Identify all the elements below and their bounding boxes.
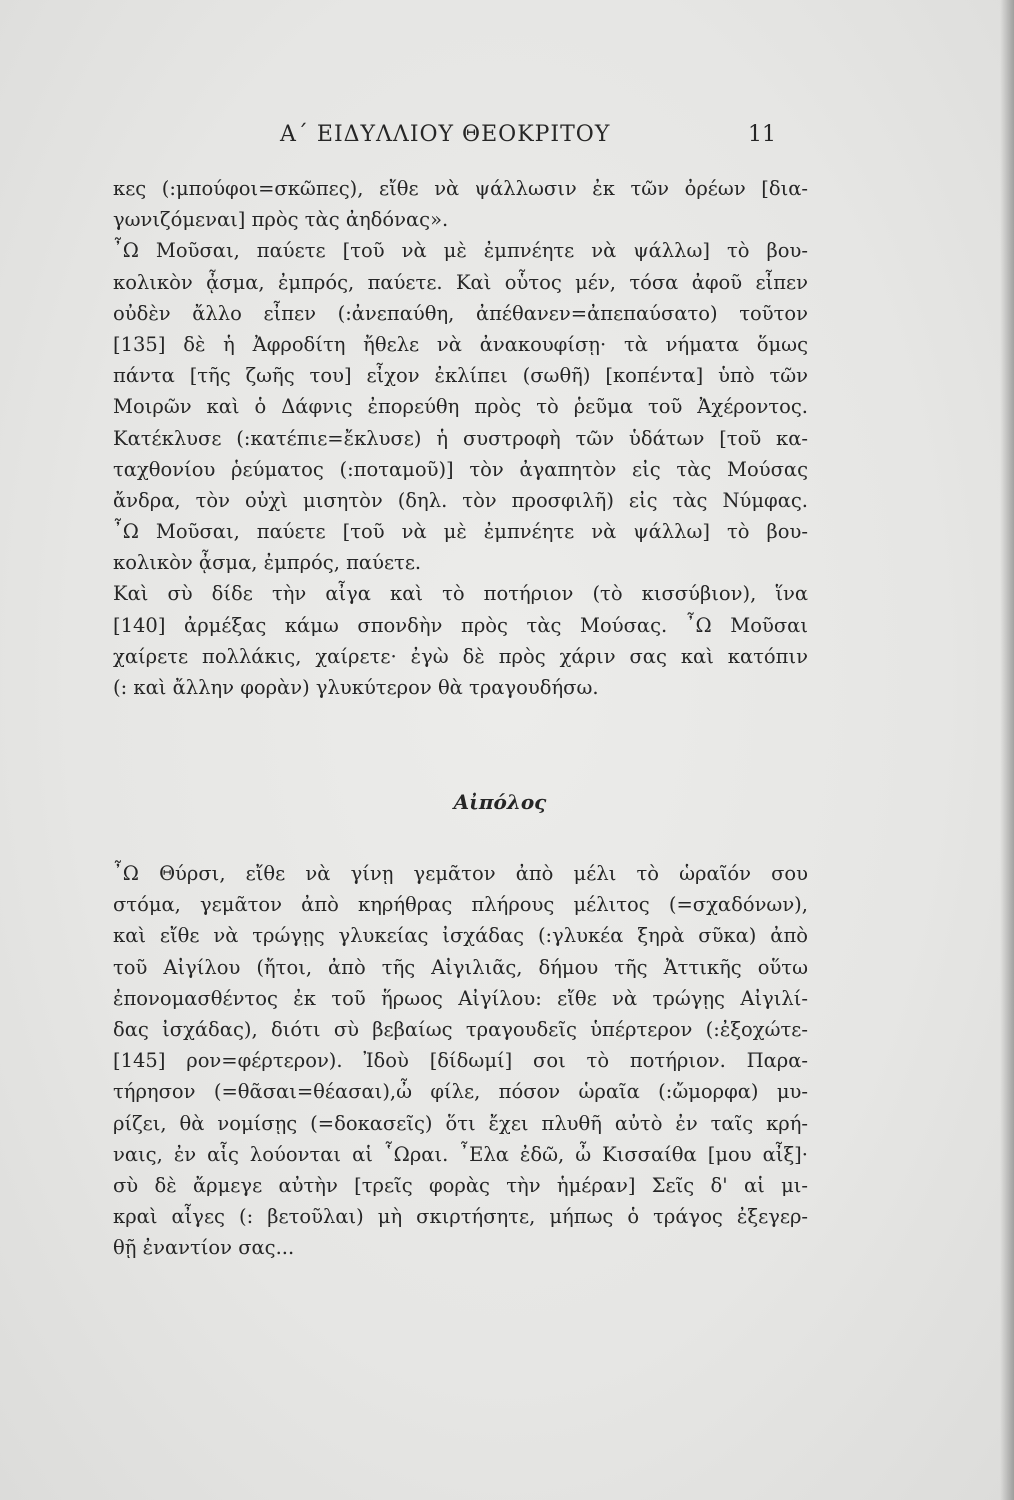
page-edge-shadow — [1000, 0, 1014, 1500]
text-line: ἐπονομασθέντος ἐκ τοῦ ἥρωος Αἰγίλου: εἴθε νὰ τρώγῃς Αἰγιλί- — [113, 986, 808, 1010]
section-heading: Αἰπόλος — [453, 790, 547, 814]
text-line: χαίρετε πολλάκις, χαίρετε· ἐγὼ δὲ πρὸς χάριν σας καὶ κατόπιν — [113, 644, 808, 668]
text-line: Καὶ σὺ δίδε τὴν αἶγα καὶ τὸ ποτήριον (τὸ κισσύβιον), ἵνα — [113, 582, 808, 606]
text-line: Μοιρῶν καὶ ὁ Δάφνις ἐπορεύθη πρὸς τὸ ῥεῦμα τοῦ Ἀχέροντος. — [113, 395, 808, 419]
text-line: κραὶ αἶγες (: βετοῦλαι) μὴ σκιρτήσητε, μήπως ὁ τράγος ἐξεγερ- — [113, 1205, 808, 1229]
text-line: ἄνδρα, τὸν οὐχὶ μισητὸν (δηλ. τὸν προσφιλῆ) εἰς τὰς Νύμφας. — [113, 488, 808, 512]
text-line: ῏Ω Μοῦσαι, παύετε [τοῦ νὰ μὲ ἐμπνέητε νὰ ψάλλω] τὸ βου- — [113, 520, 808, 544]
running-head: Α΄ ΕΙΔΥΛΛΙΟΥ ΘΕΟΚΡΙΤΟΥ — [280, 122, 611, 147]
page-number: 11 — [748, 122, 776, 147]
commentary-block-2 — [113, 858, 808, 1263]
text-line: ταχθονίου ῥεύματος (:ποταμοῦ)] τὸν ἀγαπητὸν εἰς τὰς Μούσας — [113, 457, 808, 481]
text-line: στόμα, γεμᾶτον ἀπὸ κηρήθρας πλήρους μέλιτος (=σχαδόνων), — [113, 893, 808, 917]
text-line: ναις, ἐν αἷς λούονται αἱ ῟Ωραι. ῏Ελα ἐδῶ, ὦ Κισσαίθα [μου αἶξ]· — [113, 1142, 808, 1166]
text-line: (: καὶ ἄλλην φορὰν) γλυκύτερον θὰ τραγουδήσω. — [113, 676, 599, 699]
text-line: [140] ἀρμέξας κάμω σπονδὴν πρὸς τὰς Μούσας. ῏Ω Μοῦσαι — [113, 613, 808, 637]
text-line: [145] ρον=φέρτερον). Ἰδοὺ [δίδωμί] σοι τὸ ποτήριον. Παρα- — [113, 1049, 808, 1073]
text-line: ρίζει, θὰ νομίσῃς (=δοκασεῖς) ὅτι ἔχει πλυθῆ αὐτὸ ἐν ταῖς κρή- — [113, 1111, 808, 1135]
text-line: γωνιζόμεναι] πρὸς τὰς ἀηδόνας». — [113, 208, 449, 232]
text-line: ῏Ω Θύρσι, εἴθε νὰ γίνῃ γεμᾶτον ἀπὸ μέλι τὸ ὡραῖόν σου — [113, 862, 808, 885]
text-line: ῏Ω Μοῦσαι, παύετε [τοῦ νὰ μὲ ἐμπνέητε νὰ ψάλλω] τὸ βου- — [113, 239, 808, 263]
text-line: τήρησον (=θᾶσαι=θέασαι),ὦ φίλε, πόσον ὡραῖα (:ὤμορφα) μυ- — [113, 1080, 808, 1104]
text-line: κολικὸν ᾆσμα, ἐμπρός, παύετε. Καὶ οὗτος μέν, τόσα ἀφοῦ εἶπεν — [113, 270, 808, 294]
text-line: σὺ δὲ ἄρμεγε αὐτὴν [τρεῖς φορὰς τὴν ἡμέραν] Σεῖς δ' αἱ μι- — [113, 1173, 808, 1197]
text-line: [135] δὲ ἡ Ἀφροδίτη ἤθελε νὰ ἀνακουφίσῃ· τὰ νήματα ὅμως — [113, 332, 808, 356]
text-line: καὶ εἴθε νὰ τρώγῃς γλυκείας ἰσχάδας (:γλυκέα ξηρὰ σῦκα) ἀπὸ — [113, 924, 808, 948]
text-line: τοῦ Αἰγίλου (ἤτοι, ἀπὸ τῆς Αἰγιλιᾶς, δήμου τῆς Ἀττικῆς οὕτω — [113, 955, 808, 979]
text-line: Κατέκλυσε (:κατέπιε=ἔκλυσε) ἡ συστροφὴ τῶν ὑδάτων [τοῦ κα- — [113, 426, 808, 450]
commentary-block-1 — [113, 173, 808, 703]
text-line: οὐδὲν ἄλλο εἶπεν (:ἀνεπαύθη, ἀπέθανεν=ἀπεπαύσατο) τοῦτον — [113, 301, 808, 325]
text-line: κολικὸν ᾆσμα, ἐμπρός, παύετε. — [113, 551, 422, 575]
text-line: δας ἰσχάδας), διότι σὺ βεβαίως τραγουδεῖς ὑπέρτερον (:ἐξοχώτε- — [113, 1017, 808, 1041]
page-header — [280, 122, 780, 156]
text-line: θῇ ἐναντίον σας... — [113, 1236, 295, 1260]
text-line: κες (:μπούφοι=σκῶπες), εἴθε νὰ ψάλλωσιν ἐκ τῶν ὀρέων [δια- — [113, 177, 808, 200]
text-line: πάντα [τῆς ζωῆς του] εἶχον ἐκλίπει (σωθῆ) [κοπέντα] ὑπὸ τῶν — [113, 364, 808, 388]
